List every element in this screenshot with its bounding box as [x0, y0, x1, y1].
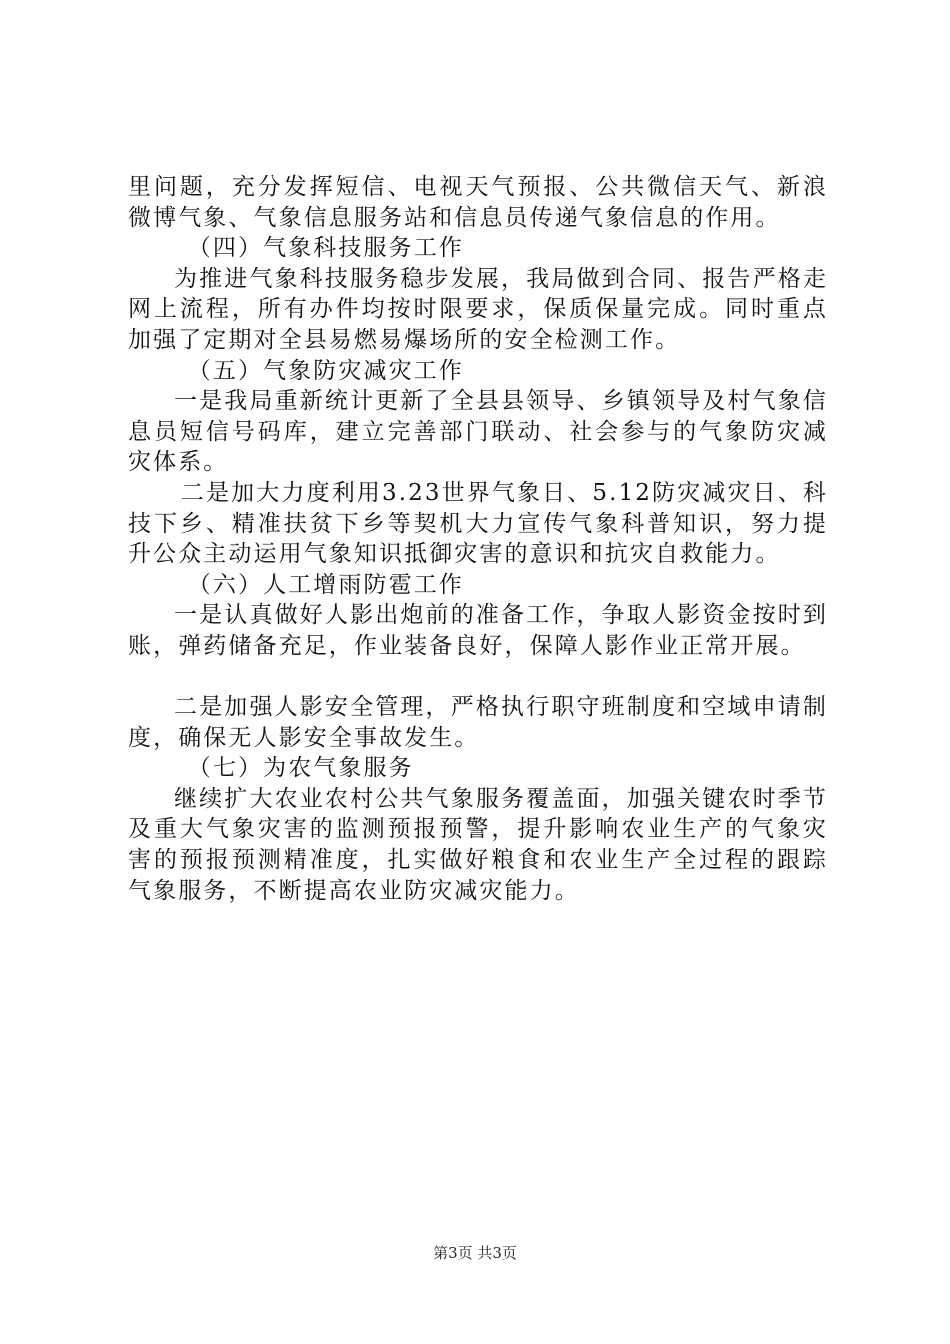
body-paragraph: 继续扩大农业农村公共气象服务覆盖面，加强关键农时季节及重大气象灾害的监测预报预警，提升影响农业生产的气象灾害的预报预测精准度，扎实做好粮食和农业生产全过程的跟踪气象服务，不断提高农业防灾减灾能力。 — [128, 785, 828, 904]
body-paragraph: 二是加大力度利用3.23世界气象日、5.12防灾减灾日、科技下乡、精准扶贫下乡等契机大力宣传气象科普知识，努力提升公众主动运用气象知识抵御灾害的意识和抗灾自救能力。 — [128, 479, 828, 568]
section-heading: （四）气象科技服务工作 — [187, 235, 464, 262]
body-paragraph: 为推进气象科技服务稳步发展，我局做到合同、报告严格走网上流程，所有办件均按时限要求，保质保量完成。同时重点加强了定期对全县易燃易爆场所的安全检测工作。 — [128, 265, 828, 353]
body-paragraph: 里问题，充分发挥短信、电视天气预报、公共微信天气、新浪微博气象、气象信息服务站和信息员传递气象信息的作用。 — [128, 174, 828, 231]
paragraph-spacer — [128, 662, 828, 693]
page-footer: 第3页 共3页 — [433, 1244, 517, 1262]
section-heading: （五）气象防灾减灾工作 — [187, 357, 464, 384]
body-paragraph: 一是认真做好人影出炮前的准备工作，争取人影资金按时到账，弹药储备充足，作业装备良好，保障人影作业正常开展。 — [128, 602, 828, 659]
body-paragraph: 一是我局重新统计更新了全县县领导、乡镇领导及村气象信息员短信号码库，建立完善部门联动、社会参与的气象防灾减灾体系。 — [128, 388, 828, 476]
section-heading: （六）人工增雨防雹工作 — [187, 571, 464, 598]
section-heading: （七）为农气象服务 — [187, 755, 414, 782]
body-paragraph: 二是加强人影安全管理，严格执行职守班制度和空域申请制度，确保无人影安全事故发生。 — [128, 694, 828, 751]
document-body — [128, 172, 828, 906]
